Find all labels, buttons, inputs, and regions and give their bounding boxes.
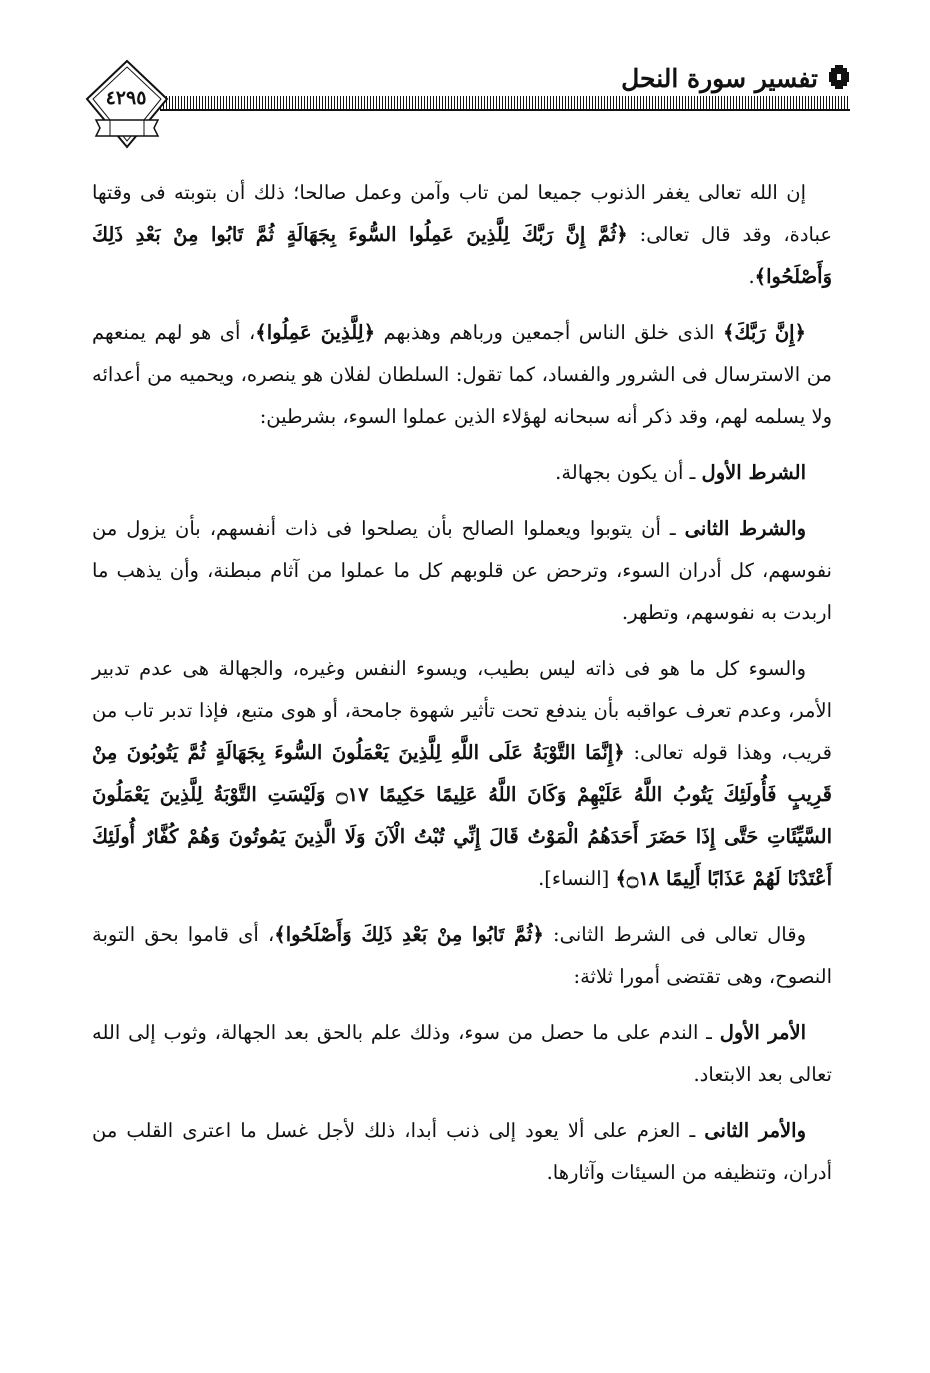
paragraph xyxy=(92,172,832,298)
paragraph xyxy=(92,1110,832,1194)
paragraph xyxy=(92,312,832,438)
header-rule xyxy=(160,96,850,110)
quran-verse: ﴿إِنَّمَا التَّوْبَةُ عَلَى اللَّهِ لِلَّذِينَ يَعْمَلُونَ السُّوءَ بِجَهَالَةٍ ثُمَّ يَتُوبُونَ مِنْ قَرِيبٍ فَأُولَئِكَ يَتُوبُ اللَّهُ عَلَيْهِمْ وَكَانَ اللَّهُ عَلِيمًا حَكِيمًا ۝١٧ وَلَيْسَتِ التَّوْبَةُ لِلَّذِينَ يَعْمَلُونَ السَّيِّئَاتِ حَتَّى إِذَا حَضَرَ أَحَدَهُمُ الْمَوْتُ قَالَ إِنِّي تُبْتُ الْآنَ وَلَا الَّذِينَ يَمُوتُونَ وَهُمْ كُفَّارٌ أُولَئِكَ أَعْتَدْنَا لَهُمْ عَذَابًا أَلِيمًا ۝١٨﴾ xyxy=(92,741,832,890)
body-text xyxy=(92,172,832,1208)
text-run: ـ الندم على ما حصل من سوء، وذلك علم بالحق بعد الجهالة، وثوب إلى الله تعالى بعد الابتعاد. xyxy=(92,1021,832,1086)
page-header xyxy=(78,58,850,150)
citation: [النساء]. xyxy=(538,867,616,890)
text-run: ـ أن يكون بجهالة. xyxy=(555,461,702,484)
header-rule-line xyxy=(160,109,850,111)
text-run: ، أى قاموا بحق التوبة النصوح، وهى تقتضى أمورا ثلاثة: xyxy=(92,923,832,988)
text-run: والسوء كل ما هو فى ذاته ليس بطيب، ويسوء النفس وغيره، والجهالة هى عدم تدبير الأمر، وعدم تعرف عواقبه بأن يندفع تحت تأثير شهوة جامحة، أو هوى متبع، فإذا تدبر تاب من قريب، وهذا قوله تعالى: xyxy=(92,657,832,764)
matter-label: والأمر الثانى xyxy=(704,1119,806,1142)
text-run: ـ العزم على ألا يعود إلى ذنب أبدا، ذلك لأجل غسل ما اعترى القلب من أدران، وتنظيفه من السيئات وآثارها. xyxy=(92,1119,832,1184)
ornament-icon xyxy=(828,64,850,90)
paragraph xyxy=(92,508,832,634)
text-run: ، أى هو لهم يمنعهم من الاسترسال فى الشرور والفساد، كما تقول: السلطان لفلان هو ينصره، ويحميه من أعدائه ولا يسلمه لهم، وقد ذكر أنه سبحانه لهؤلاء الذين عملوا السوء، بشرطين: xyxy=(92,321,832,428)
quran-verse: ﴿لِلَّذِينَ عَمِلُوا﴾ xyxy=(255,321,376,344)
running-title: تفسير سورة النحل xyxy=(621,64,818,93)
text-run: وقال تعالى فى الشرط الثانى: xyxy=(543,923,806,946)
quran-verse: ﴿ثُمَّ تَابُوا مِنْ بَعْدِ ذَلِكَ وَأَصْلَحُوا﴾ xyxy=(274,923,544,946)
text-run: إن الله تعالى يغفر الذنوب جميعا لمن تاب وآمن وعمل صالحا؛ ذلك أن بتوبته فى وقتها عبادة، وقد قال تعالى: xyxy=(92,181,832,246)
matter-label: الأمر الأول xyxy=(719,1021,806,1044)
paragraph xyxy=(92,1012,832,1096)
text-run: ـ أن يتوبوا ويعملوا الصالح بأن يصلحوا فى ذات أنفسهم، بأن يزول من نفوسهم، كل أدران السوء، وترحض عن قلوبهم كل ما عملوا من آثام مبطنة، وأن يذهب ما اربدت به نفوسهم، وتطهر. xyxy=(92,517,832,624)
quran-verse: ﴿ثُمَّ إِنَّ رَبَّكَ لِلَّذِينَ عَمِلُوا السُّوءَ بِجَهَالَةٍ ثُمَّ تَابُوا مِنْ بَعْدِ ذَلِكَ وَأَصْلَحُوا﴾ xyxy=(92,223,832,288)
quran-verse: ﴿إِنَّ رَبَّكَ﴾ xyxy=(723,321,806,344)
paragraph xyxy=(92,914,832,998)
paragraph xyxy=(92,648,832,900)
paragraph xyxy=(92,452,832,494)
text-run: الذى خلق الناس أجمعين ورباهم وهذبهم xyxy=(375,321,723,344)
page-number: ٤٢٩٥ xyxy=(105,87,147,109)
condition-label: والشرط الثانى xyxy=(684,517,806,540)
condition-label: الشرط الأول xyxy=(701,461,806,484)
text-run: . xyxy=(748,265,755,288)
